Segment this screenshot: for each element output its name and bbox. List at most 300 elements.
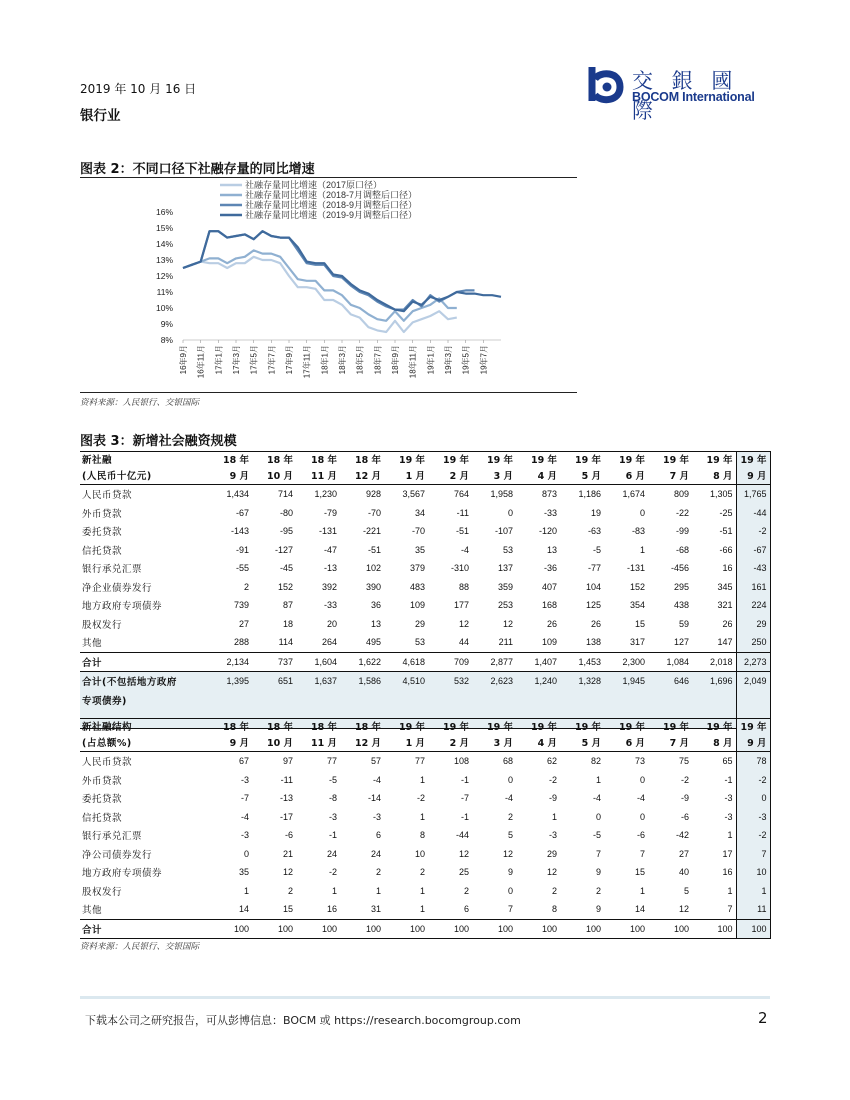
table-cell: 1 [375,885,381,896]
footer-divider [80,996,770,999]
total-row [80,919,770,939]
table-cell: 13 [370,618,381,629]
table-cell: 102 [365,563,381,574]
table-cell: -77 [587,563,601,574]
table-cell: 1 [331,885,337,896]
table-cell: 19 年 [574,722,601,733]
table-cell: 2,877 [490,656,513,667]
table-cell: 26 [590,618,601,629]
table-cell: 19 年 [398,722,425,733]
x-tick-label: 17年9月 [285,345,294,375]
table-cell: 19 年 [618,455,645,466]
table-cell: -2 [416,793,425,804]
table-cell: 1,328 [560,672,604,691]
table-cell: -9 [548,793,557,804]
table-cell: 709 [453,656,469,667]
table-cell: 12 [458,618,469,629]
figure2-source: 资料来源：人民银行、交银国际 [80,398,200,408]
table-cell: 2 月 [449,738,469,749]
table-cell: -70 [411,526,425,537]
table-cell: 9 月 [736,468,770,485]
row-label: 合计 [82,924,103,936]
table-cell: 19 年 [442,455,469,466]
table-cell: 26 [546,618,557,629]
table-cell: 19 年 [706,722,733,733]
table-cell: 321 [717,600,733,611]
table-cell: -95 [279,526,293,537]
logo-english-text: BOCOM International [632,90,755,104]
table-cell: 147 [717,637,733,648]
series-line-4 [183,231,501,311]
table-cell: 1,240 [516,672,560,691]
table-cell: 8 月 [713,471,733,482]
x-tick-label: 18年5月 [355,345,365,375]
table-cell: 12 [458,848,469,859]
table-cell: 100 [717,923,733,934]
table-cell: -143 [230,526,249,537]
table-cell: 1,084 [666,656,689,667]
table-cell: -127 [274,544,293,555]
row-label: 股权发行 [82,886,123,898]
table-cell: 3 月 [493,738,513,749]
table-cell: 13 [546,544,557,555]
table-cell: 138 [585,637,601,648]
row-label: 净公司债券发行 [82,849,153,861]
y-tick-label: 16% [155,207,173,217]
table-cell: -131 [626,563,645,574]
table-cell: 0 [595,811,601,822]
table-cell: 109 [409,600,425,611]
row-label: 委托贷款 [82,794,123,806]
table-cell: 100 [453,923,469,934]
table-cell: 2 [375,867,381,878]
table-row [80,789,770,808]
table-cell: -33 [543,507,557,518]
table-cell: -4 [504,793,513,804]
table-cell: 7 [595,848,601,859]
table-cell: 9 月 [229,471,249,482]
table-cell: 100 [629,923,645,934]
table-cell: 1 [419,811,425,822]
table-cell: 19 年 [486,722,513,733]
table-cell: 7 [736,845,770,864]
series-line-2 [183,250,457,320]
table-cell: 137 [497,563,513,574]
table-cell: -6 [284,830,293,841]
table-cell: 16 [722,563,733,574]
table-cell: -2 [736,522,770,541]
table-cell: 7 [507,904,513,915]
footer-text: 下载本公司之研究报告，可从彭博信息：BOCM 或 https://research.bocomgroup.com [85,1014,521,1027]
table-cell: -1 [460,774,469,785]
table-cell: 35 [414,544,425,555]
table-cell: 104 [585,581,601,592]
table-cell: 100 [277,923,293,934]
table-cell: 57 [370,756,381,767]
table-cell: 2 [595,885,601,896]
table-cell: 1,958 [490,489,513,500]
table-cell: 0 [639,774,645,785]
table-cell [692,691,736,710]
table-cell: -3 [736,808,770,827]
table-cell: 6 [375,830,381,841]
table-cell [648,691,692,710]
table-cell: 1,945 [604,672,648,691]
table-cell [428,691,472,710]
table-cell: 1,407 [534,656,557,667]
row-label: 专项债券) [80,691,208,710]
table-cell: -4 [240,811,249,822]
table-cell: 97 [282,756,293,767]
table-cell: 100 [233,923,249,934]
table-cell [296,691,340,710]
table-cell: 764 [453,489,469,500]
table-cell: 53 [414,637,425,648]
row-label: 其他 [82,905,103,917]
table-cell: -4 [636,793,645,804]
table-cell: 152 [629,581,645,592]
x-tick-label: 17年1月 [214,345,224,375]
row-label: 合计 [82,657,103,669]
row-label: 其他 [82,638,103,650]
table-cell: 12 [546,867,557,878]
table-cell: 19 年 [706,455,733,466]
table-cell: 10 月 [266,738,293,749]
table-cell: 5 月 [581,738,601,749]
table-cell: 1 [595,774,601,785]
table-cell: 15 [634,618,645,629]
table-cell: -51 [367,544,381,555]
table-cell: 77 [326,756,337,767]
table-cell: 35 [238,867,249,878]
sector-title: 银行业 [80,108,121,124]
table-cell: 7 [727,904,733,915]
x-tick-label: 18年11月 [408,345,418,379]
table-cell: -43 [736,559,770,578]
table-cell: -3 [328,811,337,822]
table-cell: 19 年 [530,722,557,733]
table-cell: -2 [548,774,557,785]
x-tick-label: 19年7月 [479,345,489,375]
table-cell: 1 [727,885,733,896]
table-row [80,900,770,919]
table-cell: 100 [673,923,689,934]
table-row [80,808,770,827]
x-tick-label: 18年3月 [338,345,347,375]
table-cell: 12 [502,848,513,859]
table-cell: 18 年 [266,722,293,733]
table-cell: 1 月 [405,471,425,482]
table-cell: -3 [724,793,733,804]
table-cell: 27 [678,848,689,859]
table-header-row [80,719,770,736]
x-tick-label: 18年1月 [320,345,330,375]
table-cell: -3 [372,811,381,822]
table-cell: -70 [367,507,381,518]
table-cell: 532 [428,672,472,691]
table-cell: -107 [494,526,513,537]
table-cell: 0 [736,789,770,808]
table-cell: 809 [673,489,689,500]
table-cell: 7 月 [669,738,689,749]
row-label: 人民币贷款 [82,490,133,502]
table-cell: 12 [502,618,513,629]
table-cell: 2 [551,885,557,896]
table-cell: 2,273 [736,652,770,672]
total-ex-row-cont [80,691,770,710]
table-cell: 20 [326,618,337,629]
table-cell: 100 [736,919,770,939]
table-cell: 5 月 [581,471,601,482]
table-cell: 4,618 [402,656,425,667]
table-cell: 16 [722,867,733,878]
table-cell: 264 [321,637,337,648]
table-cell: 19 年 [736,452,770,469]
table-cell: 10 月 [266,471,293,482]
table-cell: 1,622 [358,656,381,667]
table-cell: 1,230 [314,489,337,500]
table-cell: 16 [326,904,337,915]
row-label: 银行承兑汇票 [82,564,143,576]
table-row [80,863,770,882]
table-cell: -42 [675,830,689,841]
table-cell: -6 [636,830,645,841]
table-cell: 714 [277,489,293,500]
table-cell: 29 [546,848,557,859]
row-label: 净企业债券发行 [82,582,153,594]
table-cell: 4,510 [384,672,428,691]
x-tick-label: 17年11月 [302,345,312,379]
table-cell: -4 [372,774,381,785]
table-cell: -13 [323,563,337,574]
table-cell [252,691,296,710]
table-cell: 0 [507,885,513,896]
table-cell: 75 [678,756,689,767]
table-cell: 168 [541,600,557,611]
table-cell: 6 [463,904,469,915]
row-label: 外币贷款 [82,508,123,520]
table-cell: -25 [719,507,733,518]
table-cell: 77 [414,756,425,767]
logo-mark-icon [586,65,626,105]
table-cell: 1,674 [622,489,645,500]
row-label: (占总额%) [82,738,132,749]
table-cell [560,691,604,710]
table-cell: -8 [328,793,337,804]
table-cell: 127 [673,637,689,648]
table-row [80,615,770,634]
table-cell: 0 [639,811,645,822]
table-cell: 5 [507,830,513,841]
table-cell: 3 月 [493,471,513,482]
table-cell: 11 月 [310,471,337,482]
table-cell: -3 [240,830,249,841]
x-tick-label: 17年5月 [249,345,259,375]
table-cell: 1 [639,544,645,555]
table-cell: 737 [277,656,293,667]
table-cell: -4 [592,793,601,804]
table-cell: 0 [507,507,513,518]
table-cell: 18 年 [266,455,293,466]
table-cell: -221 [362,526,381,537]
table-cell: 2 [507,811,513,822]
table-cell: 224 [736,596,770,615]
table-cell: 19 年 [574,455,601,466]
table-cell: 18 年 [310,455,337,466]
table-cell: 29 [414,618,425,629]
table-cell: 1 月 [405,738,425,749]
table-cell: 651 [252,672,296,691]
table-cell: -3 [240,774,249,785]
table-cell: -44 [736,504,770,523]
table-cell: 10 [414,848,425,859]
x-tick-label: 19年1月 [426,345,436,375]
figure3-source: 资料来源：人民银行、交银国际 [80,942,200,952]
table-cell [516,691,560,710]
table-cell: 12 月 [354,471,381,482]
table-cell: -2 [736,771,770,790]
table-row [80,752,770,771]
chart-legend [220,179,417,220]
table-cell: 100 [497,923,513,934]
row-label: 新社融 [82,455,113,466]
row-label: 新社融结构 [82,722,133,733]
table-cell: -7 [460,793,469,804]
table-header-row [80,452,770,469]
table-cell: 4 月 [537,738,557,749]
legend-label: 社融存量同比增速（2018-7月调整后口径） [245,190,418,200]
table-cell: 17 [722,848,733,859]
table-cell: -68 [675,544,689,555]
table-cell: 34 [414,507,425,518]
table-cell: -6 [680,811,689,822]
y-tick-label: 8% [160,335,173,345]
table-cell: 1,696 [692,672,736,691]
x-tick-label: 16年11月 [196,345,206,379]
table-row [80,845,770,864]
y-tick-label: 11% [156,287,173,297]
y-tick-label: 12% [155,271,173,281]
y-tick-label: 15% [155,223,173,233]
table-cell: 73 [634,756,645,767]
table-cell: 4 月 [537,471,557,482]
table-cell: 24 [370,848,381,859]
table-cell: 65 [722,756,733,767]
table-cell: 21 [282,848,293,859]
table-cell: -1 [328,830,337,841]
row-label: 合计(不包括地方政府 [80,672,208,691]
row-label: 信托贷款 [82,812,123,824]
table-cell: 19 年 [486,455,513,466]
table-cell: 438 [673,600,689,611]
row-label: 信托贷款 [82,545,123,557]
table-cell [208,691,252,710]
table-cell: 0 [639,507,645,518]
table-cell: 18 年 [354,722,381,733]
table-cell: 15 [282,904,293,915]
table-cell: 14 [634,904,645,915]
table-cell: 7 月 [669,471,689,482]
table-cell: 8 [419,830,425,841]
table-row [80,596,770,615]
table-cell: -45 [279,563,293,574]
table-cell: 18 年 [222,455,249,466]
table-cell: -67 [235,507,249,518]
table-cell: 1 [419,904,425,915]
y-tick-label: 10% [155,303,173,313]
table-cell: 2,623 [472,672,516,691]
x-tick-label: 17年7月 [267,345,277,375]
table-cell: 78 [736,752,770,771]
table-cell: 161 [736,578,770,597]
table-cell: 18 年 [222,722,249,733]
table-cell: 9 [595,867,601,878]
table-cell: -67 [736,541,770,560]
table-cell: 109 [541,637,557,648]
table-cell: 7 [639,848,645,859]
table-cell: 100 [409,923,425,934]
x-tick-label: 18年7月 [373,345,383,375]
table-cell: 1,765 [736,485,770,504]
table-cell: -3 [724,811,733,822]
table-cell: 18 年 [310,722,337,733]
table-cell: 10 [736,863,770,882]
table-cell: 12 [282,867,293,878]
y-tick-label: 14% [155,239,173,249]
table-cell: 495 [365,637,381,648]
x-tick-label: 19年3月 [444,345,453,375]
table-cell: 9 月 [736,735,770,752]
table-cell: 24 [326,848,337,859]
row-label: (人民币十亿元) [82,471,152,482]
table-cell [472,691,516,710]
table-cell: 483 [409,581,425,592]
table-cell: 8 [551,904,557,915]
table-cell: -17 [279,811,293,822]
table-cell: -2 [328,867,337,878]
table-cell: 36 [370,600,381,611]
table-cell: 18 [282,618,293,629]
row-label: 委托贷款 [82,527,123,539]
logo-chinese-text: 交 銀 國 際 [632,69,739,123]
legend-label: 社融存量同比增速（2018-9月调整后口径） [245,200,418,210]
table-cell: 6 月 [625,738,645,749]
table-cell: 88 [458,581,469,592]
table-cell: 12 月 [354,738,381,749]
table-cell: 6 月 [625,471,645,482]
table-row [80,504,770,523]
table-cell: -5 [592,830,601,841]
table-row [80,485,770,504]
table-cell: -11 [456,507,469,518]
table-cell: 1,305 [709,489,733,500]
table-cell: 14 [238,904,249,915]
table-cell: 317 [629,637,645,648]
table-cell: -99 [675,526,689,537]
table-cell: 5 [683,885,689,896]
figure2-title: 图表 2：不同口径下社融存量的同比增速 [80,162,315,177]
table-cell: -1 [460,811,469,822]
table-cell: 19 年 [736,719,770,736]
table-cell: 44 [458,637,469,648]
table-cell: 125 [585,600,601,611]
table-cell: -131 [318,526,337,537]
table-cell: 19 年 [618,722,645,733]
table-cell: 19 年 [442,722,469,733]
table-cell: 82 [590,756,601,767]
table-cell: 100 [365,923,381,934]
table-cell: 379 [409,563,425,574]
